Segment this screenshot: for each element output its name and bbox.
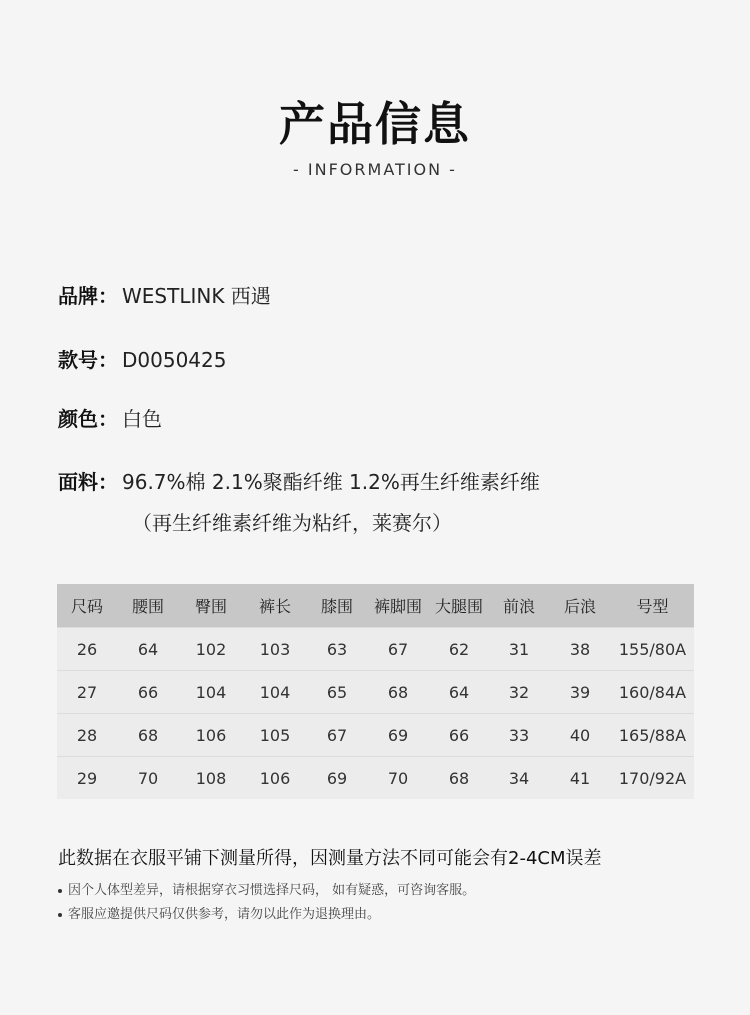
measurement-note: 此数据在衣服平铺下测量所得，因测量方法不同可能会有2-4CM误差 — [58, 848, 602, 869]
table-cell: 68 — [429, 757, 489, 800]
table-row — [57, 671, 694, 714]
bullet-dot-icon — [58, 913, 62, 917]
table-cell: 65 — [307, 671, 367, 714]
note-bullet-text: 因个人体型差异，请根据穿衣习惯选择尺码， 如有疑惑，可咨询客服。 — [68, 883, 476, 898]
table-cell: 69 — [307, 757, 367, 800]
table-cell: 34 — [489, 757, 549, 800]
brand-value: WESTLINK 西遇 — [122, 284, 271, 308]
sku-label: 款号： — [58, 348, 118, 372]
table-row — [57, 714, 694, 757]
table-cell: 104 — [243, 671, 307, 714]
table-cell: 33 — [489, 714, 549, 757]
fabric-value: 96.7%棉 2.1%聚酯纤维 1.2%再生纤维素纤维 — [122, 470, 540, 494]
table-cell: 103 — [243, 628, 307, 671]
color-label: 颜色： — [58, 407, 118, 431]
table-cell: 66 — [429, 714, 489, 757]
header-cell: 裤脚围 — [367, 584, 429, 628]
table-cell: 155/80A — [611, 628, 694, 671]
note-bullet-item — [58, 903, 380, 922]
table-cell: 67 — [367, 628, 429, 671]
table-cell: 170/92A — [611, 757, 694, 800]
table-cell: 31 — [489, 628, 549, 671]
table-row — [57, 757, 694, 800]
size-table — [57, 584, 694, 799]
table-cell: 165/88A — [611, 714, 694, 757]
header-cell: 大腿围 — [429, 584, 489, 628]
table-cell: 106 — [243, 757, 307, 800]
fabric-row — [58, 466, 540, 495]
header-cell: 裤长 — [243, 584, 307, 628]
brand-row — [58, 280, 271, 309]
fabric-note: （再生纤维素纤维为粘纤，莱赛尔） — [132, 511, 452, 535]
page-title: 产品信息 — [279, 97, 471, 151]
table-row — [57, 628, 694, 671]
table-cell: 41 — [549, 757, 611, 800]
header-cell: 腰围 — [117, 584, 179, 628]
table-cell: 108 — [179, 757, 243, 800]
table-cell: 27 — [57, 671, 117, 714]
note-bullet-item — [58, 879, 475, 898]
table-cell: 26 — [57, 628, 117, 671]
color-row — [58, 403, 162, 432]
table-cell: 67 — [307, 714, 367, 757]
table-cell: 63 — [307, 628, 367, 671]
table-cell: 28 — [57, 714, 117, 757]
header-cell: 膝围 — [307, 584, 367, 628]
table-cell: 38 — [549, 628, 611, 671]
table-cell: 29 — [57, 757, 117, 800]
table-cell: 70 — [367, 757, 429, 800]
table-cell: 64 — [429, 671, 489, 714]
table-cell: 106 — [179, 714, 243, 757]
table-cell: 104 — [179, 671, 243, 714]
page-subtitle: - INFORMATION - — [293, 160, 457, 179]
header-cell: 号型 — [611, 584, 694, 628]
fabric-label: 面料： — [58, 470, 118, 494]
table-cell: 102 — [179, 628, 243, 671]
table-cell: 70 — [117, 757, 179, 800]
table-cell: 68 — [117, 714, 179, 757]
table-cell: 68 — [367, 671, 429, 714]
brand-label: 品牌： — [58, 284, 118, 308]
bullet-dot-icon — [58, 889, 62, 893]
table-cell: 69 — [367, 714, 429, 757]
table-cell: 160/84A — [611, 671, 694, 714]
note-bullet-text: 客服应邀提供尺码仅供参考，请勿以此作为退换理由。 — [68, 907, 381, 922]
table-cell: 32 — [489, 671, 549, 714]
table-cell: 64 — [117, 628, 179, 671]
sku-value: D0050425 — [122, 348, 227, 372]
table-cell: 39 — [549, 671, 611, 714]
table-cell: 105 — [243, 714, 307, 757]
header-cell: 前浪 — [489, 584, 549, 628]
header-cell: 尺码 — [57, 584, 117, 628]
table-cell: 62 — [429, 628, 489, 671]
color-value: 白色 — [122, 407, 162, 431]
table-cell: 66 — [117, 671, 179, 714]
size-table-header — [57, 584, 694, 628]
header-cell: 后浪 — [549, 584, 611, 628]
sku-row — [58, 344, 226, 373]
table-cell: 40 — [549, 714, 611, 757]
header-cell: 臀围 — [179, 584, 243, 628]
